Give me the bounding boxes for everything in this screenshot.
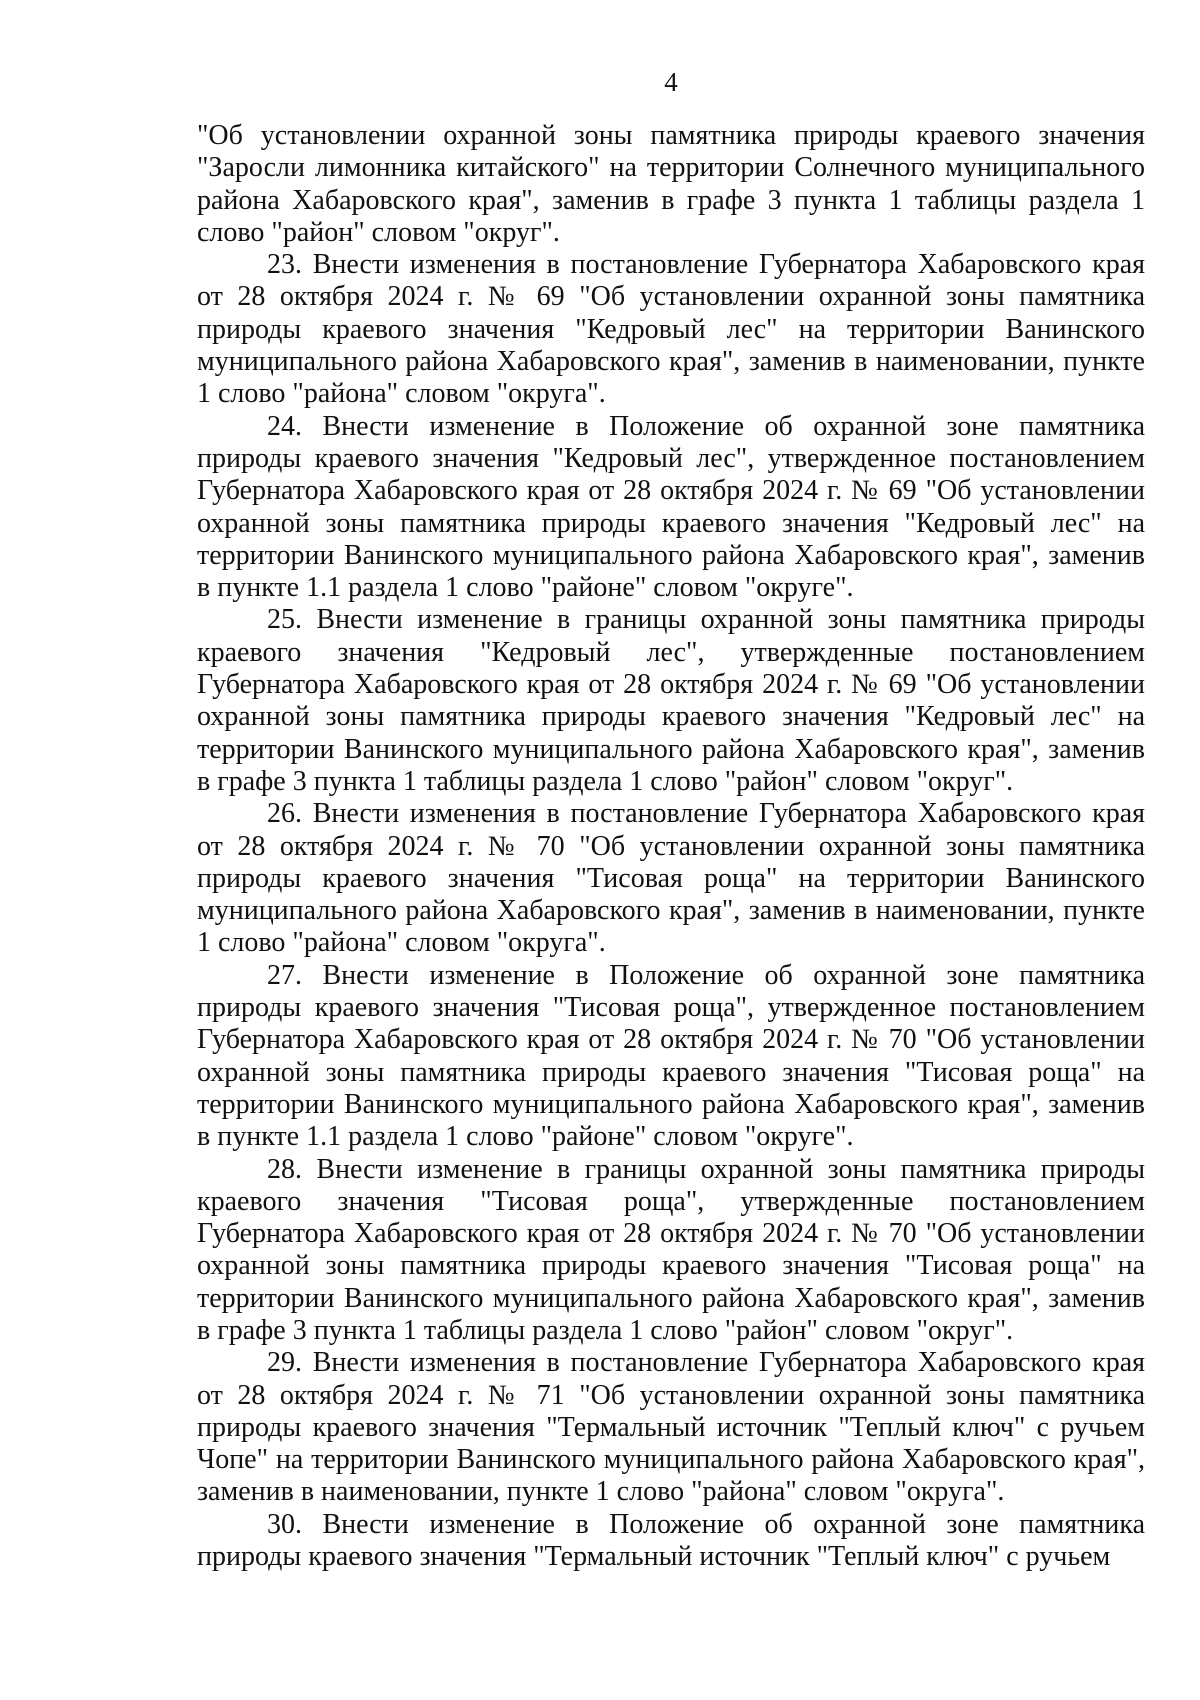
paragraph-continuation xyxy=(197,120,1145,249)
paragraph-number: 28. xyxy=(267,1153,317,1185)
paragraph-text: Внести изменение в границы охранной зоны памятника природы краевого значения "Кедровый лес", утвержденные постановлением Губернатора Хабаровского края от 28 октября 2024 г. № 69 "Об установлении охранной зоны памятника природы краевого значения "Кедровый лес" на территории Ванинского муниципального района Хабаровского края", заменив в графе 3 пункта 1 таблицы раздела 1 слово "район" словом "округ". xyxy=(197,604,1146,797)
paragraph-24 xyxy=(197,411,1145,605)
paragraph-text: Внести изменение в Положение об охранной зоне памятника природы краевого значения "Термальный источник "Теплый ключ" с ручьем xyxy=(197,1508,1145,1573)
paragraph-23 xyxy=(197,249,1145,410)
paragraph-number: 29. xyxy=(267,1347,313,1379)
paragraph-text: Внести изменения в постановление Губернатора Хабаровского края от 28 октября 2024 г. № 70 "Об установлении охранной зоны памятника природы краевого значения "Тисовая роща" на территории Ванинского муниципального района Хабаровского края", заменив в наименовании, пункте 1 слово "района" словом "округа". xyxy=(197,798,1145,959)
paragraph-text: Внести изменения в постановление Губернатора Хабаровского края от 28 октября 2024 г. № 69 "Об установлении охранной зоны памятника природы краевого значения "Кедровый лес" на территории Ванинского муниципального района Хабаровского края", заменив в наименовании, пункте 1 слово "района" словом "округа". xyxy=(197,249,1145,410)
paragraph-number: 27. xyxy=(267,959,323,991)
paragraph-26 xyxy=(197,798,1145,959)
paragraph-number: 25. xyxy=(267,604,317,636)
paragraph-28 xyxy=(197,1154,1145,1348)
paragraph-text: Внести изменение в границы охранной зоны памятника природы краевого значения "Тисовая роща", утвержденные постановлением Губернатора Хабаровского края от 28 октября 2024 г. № 70 "Об установлении охранной зоны памятника природы краевого значения "Тисовая роща" на территории Ванинского муниципального района Хабаровского края", заменив в графе 3 пункта 1 таблицы раздела 1 слово "район" словом "округ". xyxy=(197,1153,1146,1346)
document-body xyxy=(197,120,1145,1573)
paragraph-number: 23. xyxy=(267,249,313,281)
paragraph-number: 30. xyxy=(267,1508,323,1540)
paragraph-29 xyxy=(197,1347,1145,1508)
paragraph-text: Внести изменение в Положение об охранной зоне памятника природы краевого значения "Тисовая роща", утвержденное постановлением Губернатора Хабаровского края от 28 октября 2024 г. № 70 "Об установлении охранной зоны памятника природы краевого значения "Тисовая роща" на территории Ванинского муниципального района Хабаровского края", заменив в пункте 1.1 раздела 1 слово "районе" словом "округе". xyxy=(197,959,1145,1153)
paragraph-text: Внести изменения в постановление Губернатора Хабаровского края от 28 октября 2024 г. № 71 "Об установлении охранной зоны памятника природы краевого значения "Термальный источник "Теплый ключ" с ручьем Чопе" на территории Ванинского муниципального района Хабаровского края", заменив в наименовании, пункте 1 слово "района" словом "округа". xyxy=(197,1347,1145,1508)
page-number: 4 xyxy=(664,67,678,97)
paragraph-number: 24. xyxy=(267,410,323,442)
paragraph-25 xyxy=(197,604,1145,798)
paragraph-text: Внести изменение в Положение об охранной зоне памятника природы краевого значения "Кедровый лес", утвержденное постановлением Губернатора Хабаровского края от 28 октября 2024 г. № 69 "Об установлении охранной зоны памятника природы краевого значения "Кедровый лес" на территории Ванинского муниципального района Хабаровского края", заменив в пункте 1.1 раздела 1 слово "районе" словом "округе". xyxy=(197,410,1145,604)
paragraph-27 xyxy=(197,960,1145,1154)
paragraph-text: "Об установлении охранной зоны памятника природы краевого значения "Заросли лимонника китайского" на территории Солнечного муниципального района Хабаровского края", заменив в графе 3 пункта 1 таблицы раздела 1 слово "район" словом "округ". xyxy=(197,120,1145,248)
paragraph-number: 26. xyxy=(267,798,313,830)
paragraph-30 xyxy=(197,1509,1145,1574)
